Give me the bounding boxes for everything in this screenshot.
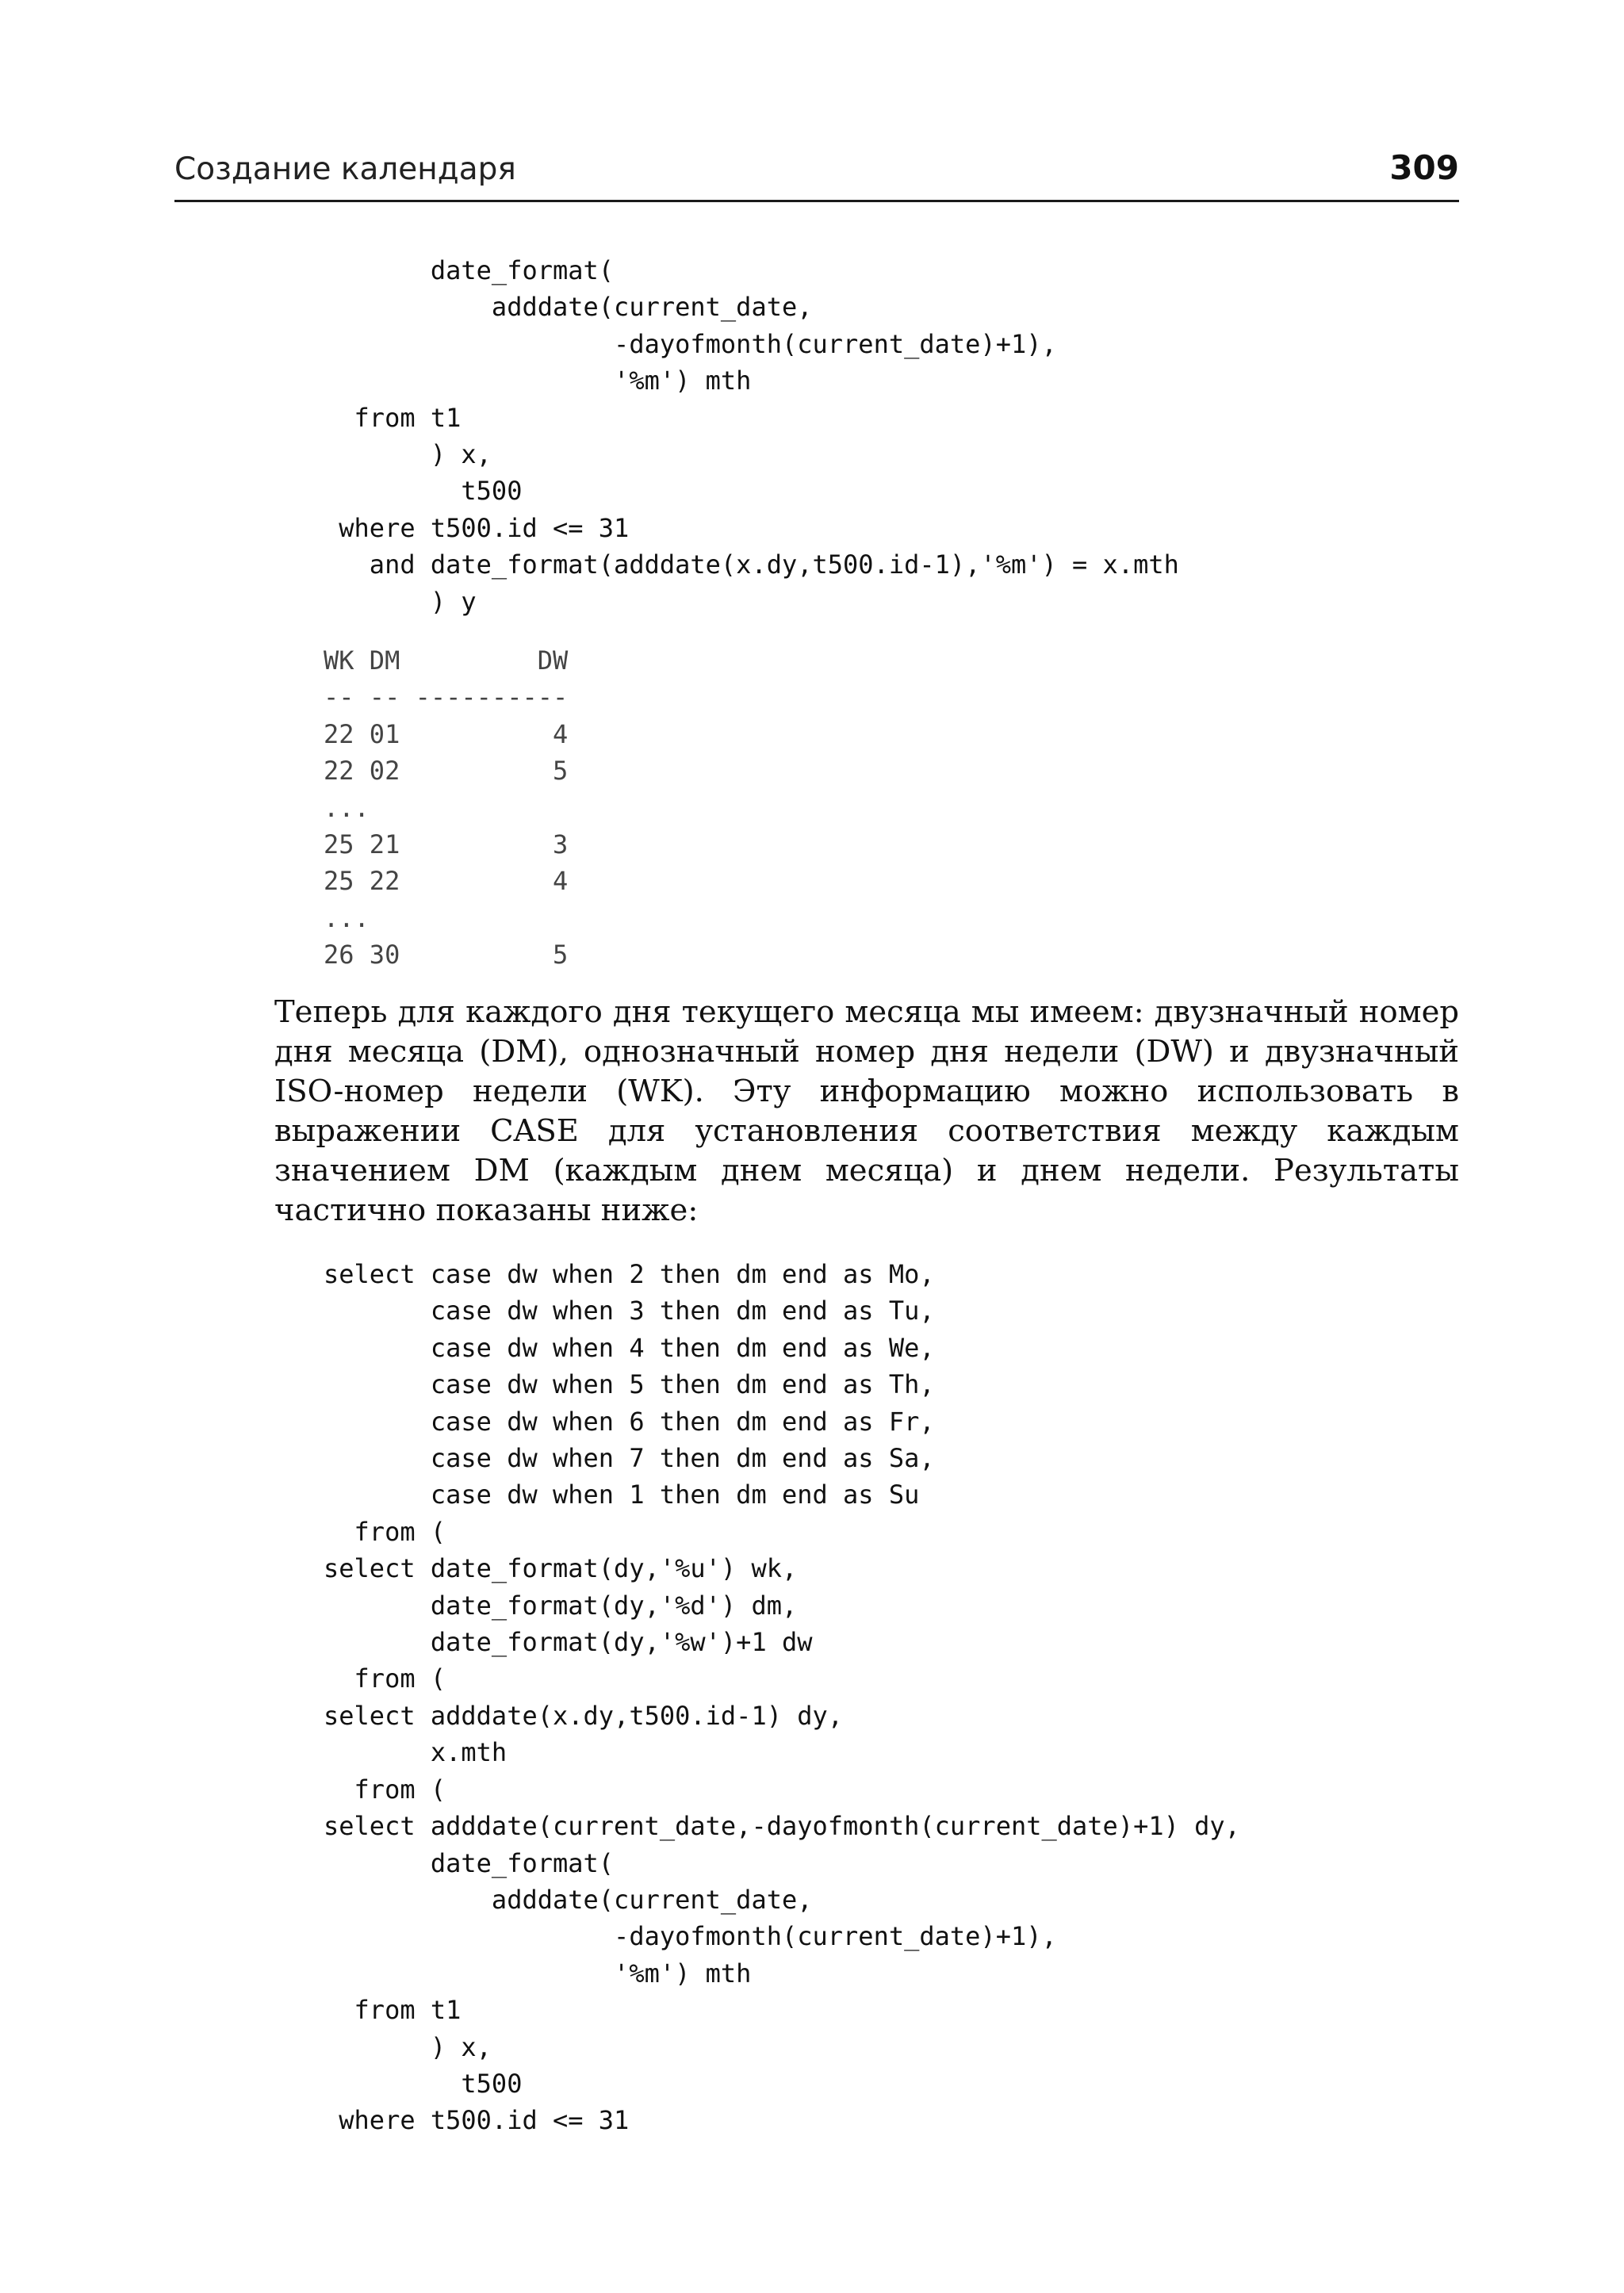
result-line: ...: [324, 792, 370, 823]
code-line: '%m') mth: [324, 1958, 752, 1989]
result-line: WK DM DW: [324, 645, 569, 676]
code-line: from (: [324, 1516, 446, 1547]
code-line: t500: [324, 2068, 523, 2099]
query-result-table: [324, 642, 568, 974]
body-paragraph: Теперь для каждого дня текущего месяца мы имеем: двузначный номер дня месяца (DM), однозначный номер дня недели (DW) и двузначный ISO-номер недели (WK). Эту информацию можно использовать в выражении CASE для установления соответствия между каждым значением DM (каждым днем месяца) и днем недели. Результаты частично показаны ниже:: [274, 994, 1459, 1228]
result-line: 22 02 5: [324, 756, 569, 787]
running-title: Создание календаря: [174, 151, 516, 187]
code-line: ) x,: [324, 2031, 492, 2062]
code-line: '%m') mth: [324, 366, 752, 396]
code-line: and date_format(adddate(x.dy,t500.id-1),'%m') = x.mth: [324, 549, 1179, 580]
page-number: 309: [1389, 148, 1459, 187]
code-line: date_format(dy,'%d') dm,: [324, 1590, 798, 1621]
result-line: ...: [324, 902, 370, 933]
code-line: date_format(: [324, 255, 615, 285]
code-line: from t1: [324, 402, 462, 433]
code-line: from (: [324, 1663, 446, 1694]
sql-code-block-case: [324, 1256, 1240, 2139]
code-line: -dayofmonth(current_date)+1),: [324, 328, 1057, 359]
result-line: 25 21 3: [324, 829, 569, 860]
code-line: x.mth: [324, 1737, 508, 1768]
code-line: t500: [324, 476, 523, 507]
code-line: select date_format(dy,'%u') wk,: [324, 1553, 798, 1584]
code-line: select adddate(current_date,-dayofmonth(current_date)+1) dy,: [324, 1811, 1240, 1842]
sql-code-block-continued: [324, 252, 1179, 620]
result-line: 25 22 4: [324, 866, 569, 897]
code-line: case dw when 7 then dm end as Sa,: [324, 1443, 935, 1474]
code-line: from (: [324, 1774, 446, 1805]
code-line: case dw when 5 then dm end as Th,: [324, 1369, 935, 1400]
result-line: -- -- ----------: [324, 682, 569, 713]
code-line: -dayofmonth(current_date)+1),: [324, 1921, 1057, 1952]
code-line: date_format(: [324, 1847, 615, 1878]
code-line: adddate(current_date,: [324, 1884, 813, 1915]
code-line: case dw when 6 then dm end as Fr,: [324, 1406, 935, 1437]
code-line: where t500.id <= 31: [324, 512, 630, 543]
page-header: [174, 147, 1459, 202]
code-line: adddate(current_date,: [324, 292, 813, 323]
result-line: 22 01 4: [324, 718, 569, 749]
code-line: select adddate(x.dy,t500.id-1) dy,: [324, 1700, 844, 1731]
code-line: date_format(dy,'%w')+1 dw: [324, 1627, 813, 1658]
code-line: ) y: [324, 586, 477, 617]
code-line: case dw when 4 then dm end as We,: [324, 1332, 935, 1363]
code-line: where t500.id <= 31: [324, 2105, 630, 2136]
code-line: case dw when 1 then dm end as Su: [324, 1480, 920, 1510]
result-line: 26 30 5: [324, 940, 569, 970]
code-line: case dw when 3 then dm end as Tu,: [324, 1296, 935, 1326]
code-line: select case dw when 2 then dm end as Mo,: [324, 1259, 935, 1289]
code-line: ) x,: [324, 439, 492, 470]
code-line: from t1: [324, 1995, 462, 2026]
